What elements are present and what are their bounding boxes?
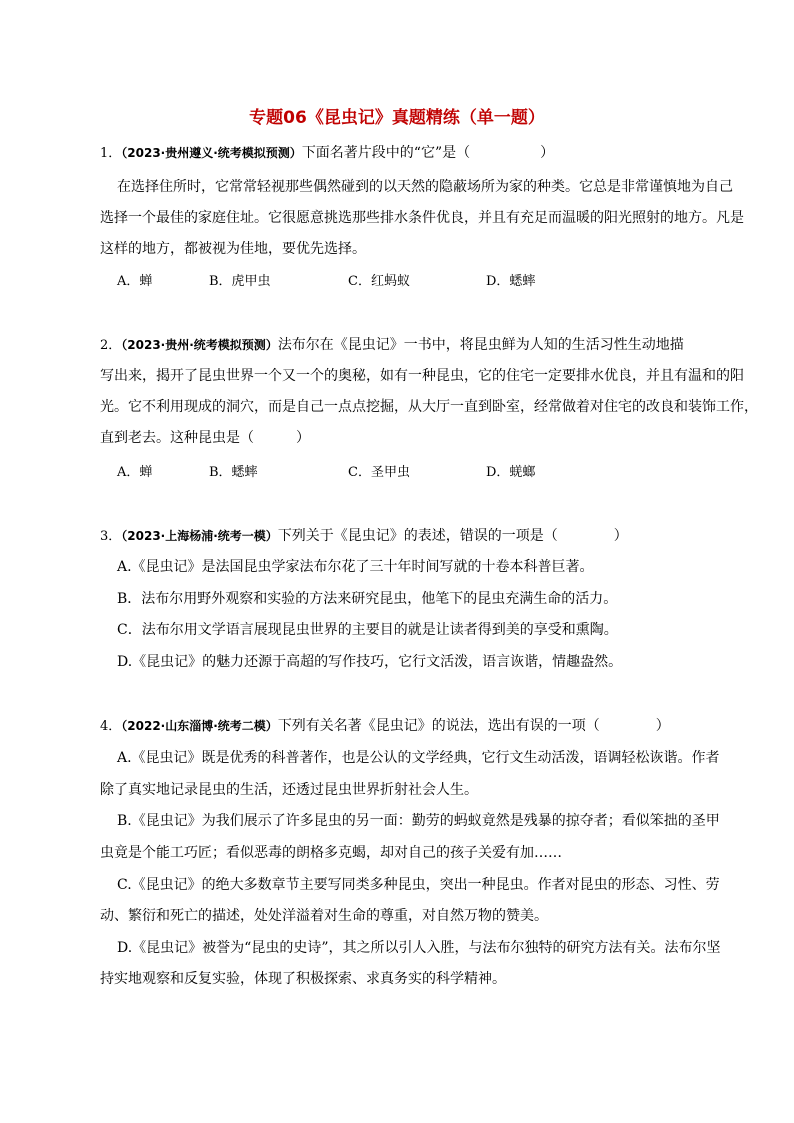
question-4-stem: 下列有关名著《昆虫记》的说法，选出有误的一项（ ） xyxy=(277,718,670,734)
question-3-option-a: A.《昆虫记》是法国昆虫学家法布尔花了三十年时间写就的十卷本科普巨著。 xyxy=(117,559,594,575)
question-1-option-d: D．蟋蟀 xyxy=(486,274,536,289)
question-1-stem: 下面名著片段中的“它”是（ ） xyxy=(301,145,555,161)
question-2-stem: 法布尔在《昆虫记》一书中，将昆虫鲜为人知的生活习性生动地描 xyxy=(277,337,684,353)
question-2-option-a: A．蝉 xyxy=(117,465,153,480)
question-4-option-a-cont: 除了真实地记录昆虫的生活，还透过昆虫世界折射社会人生。 xyxy=(100,782,478,798)
question-3-option-b: B．法布尔用野外观察和实验的方法来研究昆虫，他笔下的昆虫充满生命的活力。 xyxy=(117,591,618,607)
question-1-options xyxy=(0,270,794,290)
question-4-option-c-cont: 动、繁衍和死亡的描述，处处洋溢着对生命的尊重，对自然万物的赞美。 xyxy=(100,908,548,924)
question-1-option-a: A．蝉 xyxy=(117,274,153,289)
question-1-option-c: C．红蚂蚁 xyxy=(348,274,410,289)
question-2-header xyxy=(100,335,684,356)
question-4-option-b-cont: 虫竟是个能工巧匠；看似恶毒的朗格多克蝎，却对自己的孩子关爱有加…… xyxy=(100,845,562,861)
question-2-stem-line: 光。它不利用现成的洞穴，而是自己一点点挖掘，从大厅一直到卧室，经常做着对住宅的改良和装饰工作， xyxy=(100,399,758,415)
question-2-options xyxy=(0,461,794,481)
question-4-option-d: D.《昆虫记》被誉为“昆虫的史诗”，其之所以引人入胜，与法布尔独特的研究方法有关。法布尔坚 xyxy=(117,940,721,956)
question-3-header xyxy=(100,526,628,547)
page-title: 专题06《昆虫记》真题精练（单一题） xyxy=(249,108,545,128)
question-2-option-c: C．圣甲虫 xyxy=(348,465,410,480)
question-2-option-b: B．蟋蟀 xyxy=(209,465,258,480)
question-3-stem: 下列关于《昆虫记》的表述，错误的一项是（ ） xyxy=(277,528,628,544)
question-2-option-d: D．蜣螂 xyxy=(486,465,536,480)
question-1-passage-line: 这样的地方，都被视为佳地，要优先选择。 xyxy=(100,241,366,257)
question-3-number: 3． xyxy=(100,529,122,544)
question-2-stem-line: 写出来，揭开了昆虫世界一个又一个的奥秘，如有一种昆虫，它的住宅一定要排水优良，并且有温和的阳 xyxy=(100,368,744,384)
question-3-option-c: C．法布尔用文学语言展现昆虫世界的主要目的就是让读者得到美的享受和熏陶。 xyxy=(117,622,618,638)
question-3-source: （2023·上海杨浦·统考一模） xyxy=(121,529,278,543)
question-4-option-c: C.《昆虫记》的绝大多数章节主要写同类多种昆虫，突出一种昆虫。作者对昆虫的形态、习性、劳 xyxy=(117,877,720,893)
question-4-option-b: B.《昆虫记》为我们展示了许多昆虫的另一面：勤劳的蚂蚁竟然是残暴的掠夺者；看似笨拙的圣甲 xyxy=(117,813,720,829)
question-4-source: （2022·山东淄博·统考二模） xyxy=(121,719,278,733)
question-1-header xyxy=(100,143,554,164)
question-1-number: 1． xyxy=(100,146,122,161)
question-2-number: 2． xyxy=(100,338,122,353)
question-1-passage-line: 选择一个最佳的家庭住址。它很愿意挑选那些排水条件优良，并且有充足而温暖的阳光照射的地方。凡是 xyxy=(100,210,744,226)
question-1-option-b: B．虎甲虫 xyxy=(209,274,271,289)
question-1-passage-line: 在选择住所时，它常常轻视那些偶然碰到的以天然的隐蔽场所为家的种类。它总是非常谨慎地为自己 xyxy=(117,179,733,195)
question-2-source: （2023·贵州·统考模拟预测） xyxy=(121,338,278,352)
question-4-header xyxy=(100,716,670,737)
question-4-option-d-cont: 持实地观察和反复实验，体现了积极探索、求真务实的科学精神。 xyxy=(100,971,506,987)
question-1-source: （2023·贵州遵义·统考模拟预测） xyxy=(121,146,302,160)
question-4-option-a: A.《昆虫记》既是优秀的科普著作，也是公认的文学经典，它行文生动活泼，语调轻松诙谐。作者 xyxy=(117,750,720,766)
question-4-number: 4． xyxy=(100,719,122,734)
question-3-option-d: D.《昆虫记》的魅力还源于高超的写作技巧，它行文活泼，语言诙谐，情趣盎然。 xyxy=(117,654,623,670)
question-2-stem-line: 直到老去。这种昆虫是（ ） xyxy=(100,430,310,446)
